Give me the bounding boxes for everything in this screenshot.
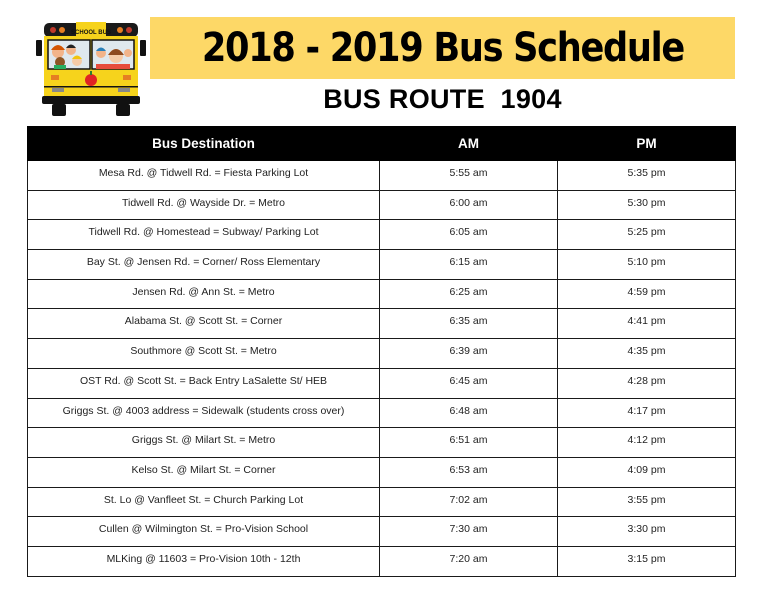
- pm-time-cell: 4:28 pm: [558, 368, 736, 398]
- table-row: [28, 279, 736, 309]
- destination-cell: Cullen @ Wilmington St. = Pro-Vision School: [28, 517, 380, 547]
- pm-time-cell: 3:15 pm: [558, 546, 736, 576]
- school-bus-icon: [36, 20, 146, 118]
- am-time-cell: 6:39 am: [380, 339, 558, 369]
- am-time-cell: 7:02 am: [380, 487, 558, 517]
- destination-cell: Kelso St. @ Milart St. = Corner: [28, 457, 380, 487]
- am-time-cell: 6:48 am: [380, 398, 558, 428]
- table-row: [28, 368, 736, 398]
- am-time-cell: 7:20 am: [380, 546, 558, 576]
- destination-cell: OST Rd. @ Scott St. = Back Entry LaSalette St/ HEB: [28, 368, 380, 398]
- column-header-pm: PM: [558, 127, 736, 161]
- pm-time-cell: 4:41 pm: [558, 309, 736, 339]
- destination-cell: Mesa Rd. @ Tidwell Rd. = Fiesta Parking Lot: [28, 161, 380, 191]
- bus-schedule-table: [27, 126, 736, 577]
- am-time-cell: 6:05 am: [380, 220, 558, 250]
- column-header-destination: Bus Destination: [28, 127, 380, 161]
- table-row: [28, 517, 736, 547]
- pm-time-cell: 5:10 pm: [558, 250, 736, 280]
- am-time-cell: 6:51 am: [380, 428, 558, 458]
- am-time-cell: 7:30 am: [380, 517, 558, 547]
- destination-cell: St. Lo @ Vanfleet St. = Church Parking Lot: [28, 487, 380, 517]
- am-time-cell: 6:53 am: [380, 457, 558, 487]
- table-row: [28, 339, 736, 369]
- route-title: BUS ROUTE 1904: [323, 84, 562, 114]
- table-row: [28, 398, 736, 428]
- table-row: [28, 546, 736, 576]
- title-banner: [150, 17, 735, 79]
- destination-cell: Griggs St. @ Milart St. = Metro: [28, 428, 380, 458]
- table-row: [28, 457, 736, 487]
- pm-time-cell: 5:35 pm: [558, 161, 736, 191]
- table-row: [28, 250, 736, 280]
- table-row: [28, 428, 736, 458]
- destination-cell: Bay St. @ Jensen Rd. = Corner/ Ross Elementary: [28, 250, 380, 280]
- destination-cell: Alabama St. @ Scott St. = Corner: [28, 309, 380, 339]
- pm-time-cell: 3:30 pm: [558, 517, 736, 547]
- destination-cell: Griggs St. @ 4003 address = Sidewalk (students cross over): [28, 398, 380, 428]
- svg-text:SCHOOL BUS: SCHOOL BUS: [71, 30, 111, 36]
- am-time-cell: 6:45 am: [380, 368, 558, 398]
- pm-time-cell: 4:17 pm: [558, 398, 736, 428]
- am-time-cell: 6:00 am: [380, 190, 558, 220]
- page-title: 2018 - 2019 Bus Schedule: [201, 25, 684, 71]
- column-header-am: AM: [380, 127, 558, 161]
- pm-time-cell: 5:30 pm: [558, 190, 736, 220]
- destination-cell: Tidwell Rd. @ Wayside Dr. = Metro: [28, 190, 380, 220]
- table-row: [28, 487, 736, 517]
- destination-cell: Southmore @ Scott St. = Metro: [28, 339, 380, 369]
- table-row: [28, 220, 736, 250]
- pm-time-cell: 4:59 pm: [558, 279, 736, 309]
- am-time-cell: 6:35 am: [380, 309, 558, 339]
- am-time-cell: 6:15 am: [380, 250, 558, 280]
- pm-time-cell: 4:09 pm: [558, 457, 736, 487]
- table-row: [28, 161, 736, 191]
- am-time-cell: 6:25 am: [380, 279, 558, 309]
- pm-time-cell: 3:55 pm: [558, 487, 736, 517]
- pm-time-cell: 4:12 pm: [558, 428, 736, 458]
- table-row: [28, 309, 736, 339]
- table-row: [28, 190, 736, 220]
- destination-cell: Jensen Rd. @ Ann St. = Metro: [28, 279, 380, 309]
- pm-time-cell: 4:35 pm: [558, 339, 736, 369]
- destination-cell: Tidwell Rd. @ Homestead = Subway/ Parking Lot: [28, 220, 380, 250]
- am-time-cell: 5:55 am: [380, 161, 558, 191]
- pm-time-cell: 5:25 pm: [558, 220, 736, 250]
- destination-cell: MLKing @ 11603 = Pro-Vision 10th - 12th: [28, 546, 380, 576]
- table-header-row: [28, 127, 736, 161]
